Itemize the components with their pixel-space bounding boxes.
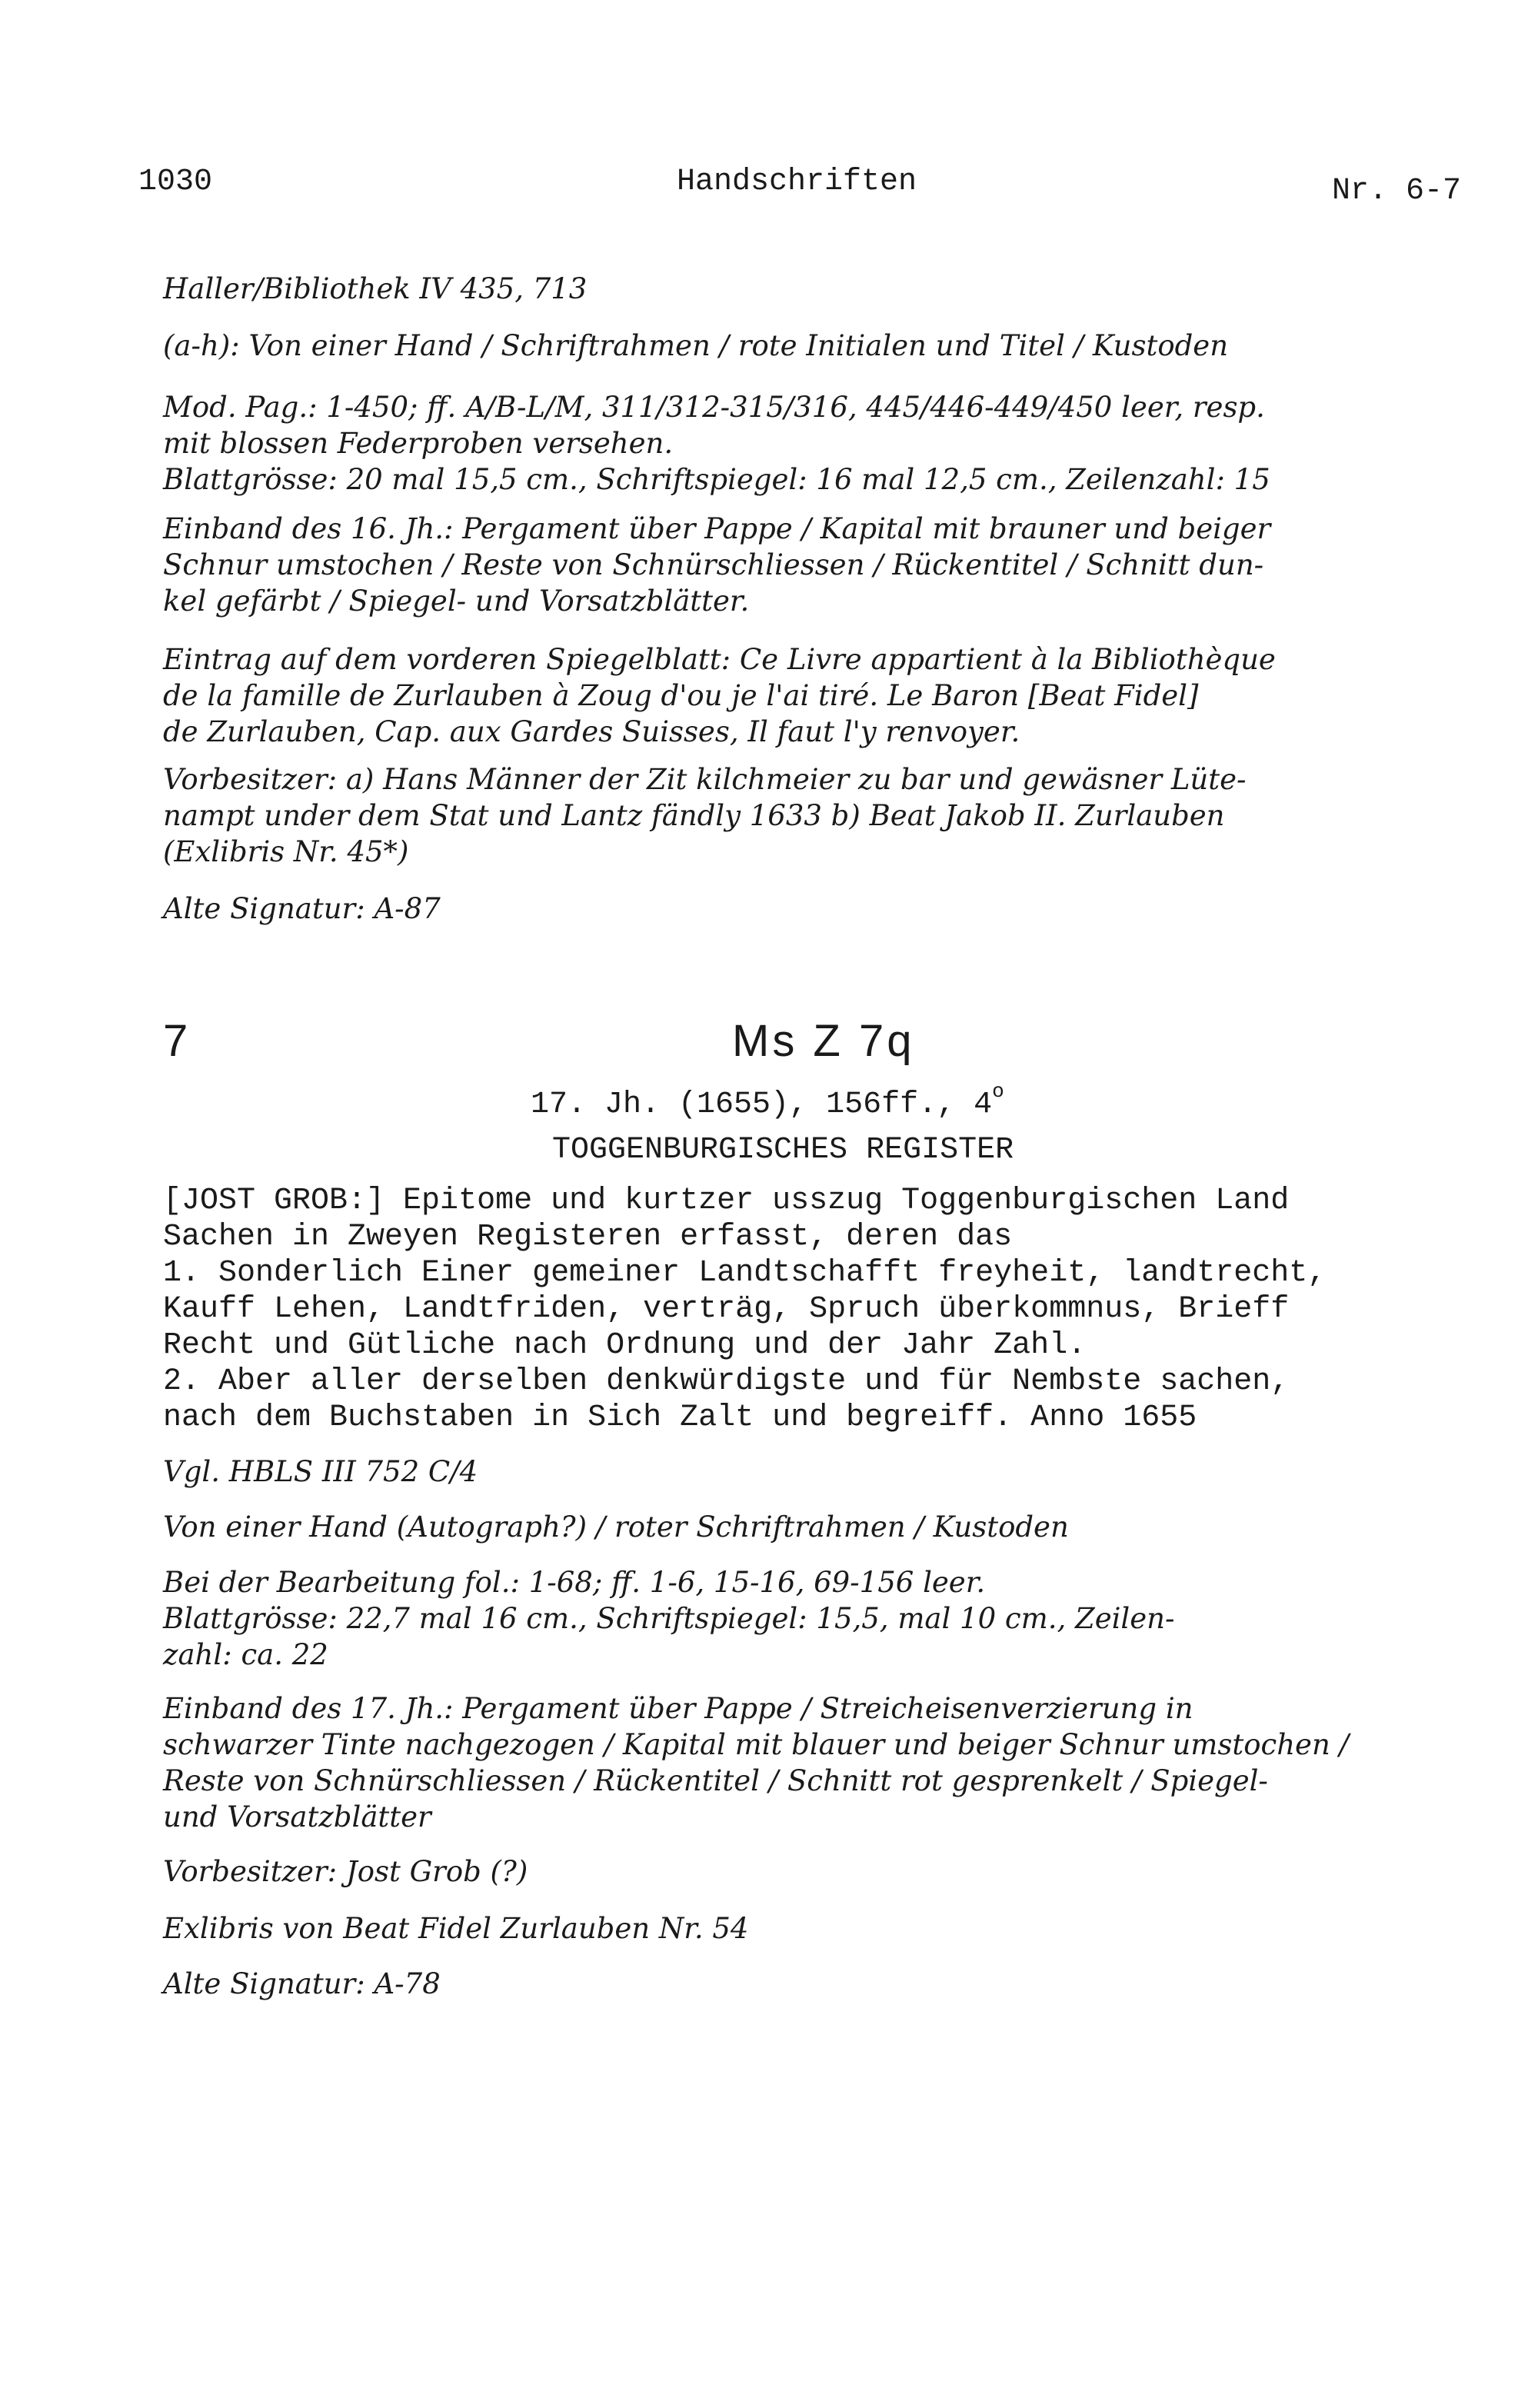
- entry7-number: 7: [163, 1016, 188, 1066]
- entry7-old-signature: Alte Signatur: A-78: [163, 1967, 441, 2000]
- entry7-exlibris: Exlibris von Beat Fidel Zurlauben Nr. 54: [163, 1912, 749, 1945]
- entry6-hands: (a-h): Von einer Hand / Schriftrahmen / rote Initialen und Titel / Kustoden: [163, 329, 1229, 362]
- entry7-date-line: [531, 1074, 1004, 1123]
- entry6-inscription: Eintrag auf dem vorderen Spiegelblatt: Ce Livre appartient à la Bibliothèque de la famille de Zurlauben à Zoug d'ou je l'ai tiré. Le Baron [Beat Fidel] de Zurlauben, Cap. aux Gardes Suisses, Il faut l'y renvoyer.: [163, 643, 1276, 748]
- entry6-provenance: Vorbesitzer: a) Hans Männer der Zit kilchmeier zu bar und gewäsner Lüte- nampt under dem Stat und Lantz fändly 1633 b) Beat Jakob II. Zurlauben (Exlibris Nr. 45*): [163, 763, 1247, 868]
- entry7-title: TOGGENBURGISCHES REGISTER: [552, 1133, 1014, 1167]
- entry7-description: [JOST GROB:] Epitome und kurtzer usszug Toggenburgischen Land Sachen in Zweyen Registeren erfasst, deren das 1. Sonderlich Einer gemeiner Landtschafft freyheit, landtrecht, Kauff Lehen, Landtfriden, verträg, Spruch überkommnus, Brieff Recht und Gütliche nach Ordnung und der Jahr Zahl. 2. Aber aller derselben denkwürdigste und für Nembste sachen, nach dem Buchstaben in Sich Zalt und begreiff. Anno 1655: [163, 1184, 1327, 1435]
- entry6-shelfmark: Haller/Bibliothek IV 435, 713: [163, 272, 588, 305]
- page-header: [138, 165, 1461, 211]
- entry7-format-sup: o: [992, 1080, 1004, 1103]
- entry6-old-signature: Alte Signatur: A-87: [163, 892, 441, 925]
- entry7-provenance: Vorbesitzer: Jost Grob (?): [163, 1855, 528, 1888]
- running-title: Handschriften: [677, 165, 917, 199]
- entry7-date: 17. Jh. (1655), 156ff., 4: [531, 1087, 993, 1122]
- page-number: 1030: [138, 165, 213, 199]
- entry7-shelfmark: Ms Z 7q: [732, 1016, 915, 1066]
- entry6-binding: Einband des 16. Jh.: Pergament über Pappe / Kapital mit brauner und beiger Schnur umstochen / Reste von Schnürschliessen / Rückentitel / Schnitt dun- kel gefärbt / Spiegel- und Vorsatzblätter.: [163, 512, 1271, 618]
- entry7-reference: Vgl. HBLS III 752 C/4: [163, 1455, 478, 1488]
- entry7-foliation: Bei der Bearbeitung fol.: 1-68; ff. 1-6, 15-16, 69-156 leer. Blattgrösse: 22,7 mal 16 cm., Schriftspiegel: 15,5, mal 10 cm., Zeilen- zahl: ca. 22: [163, 1566, 1175, 1671]
- entry7-hands: Von einer Hand (Autograph?) / roter Schriftrahmen / Kustoden: [163, 1510, 1069, 1544]
- entry7-binding: Einband des 17. Jh.: Pergament über Pappe / Streicheisenverzierung in schwarzer Tinte nachgezogen / Kapital mit blauer und beiger Schnur umstochen / Reste von Schnürschliessen / Rückentitel / Schnitt rot gesprenkelt / Spiegel- und Vorsatzblätter: [163, 1692, 1350, 1833]
- entry-range: Nr. 6-7: [1331, 174, 1461, 208]
- entry6-pagination: Mod. Pag.: 1-450; ff. A/B-L/M, 311/312-315/316, 445/446-449/450 leer, resp. mit blossen Federproben versehen. Blattgrösse: 20 mal 15,5 cm., Schriftspiegel: 16 mal 12,5 cm., Zeilenzahl: 15: [163, 391, 1270, 496]
